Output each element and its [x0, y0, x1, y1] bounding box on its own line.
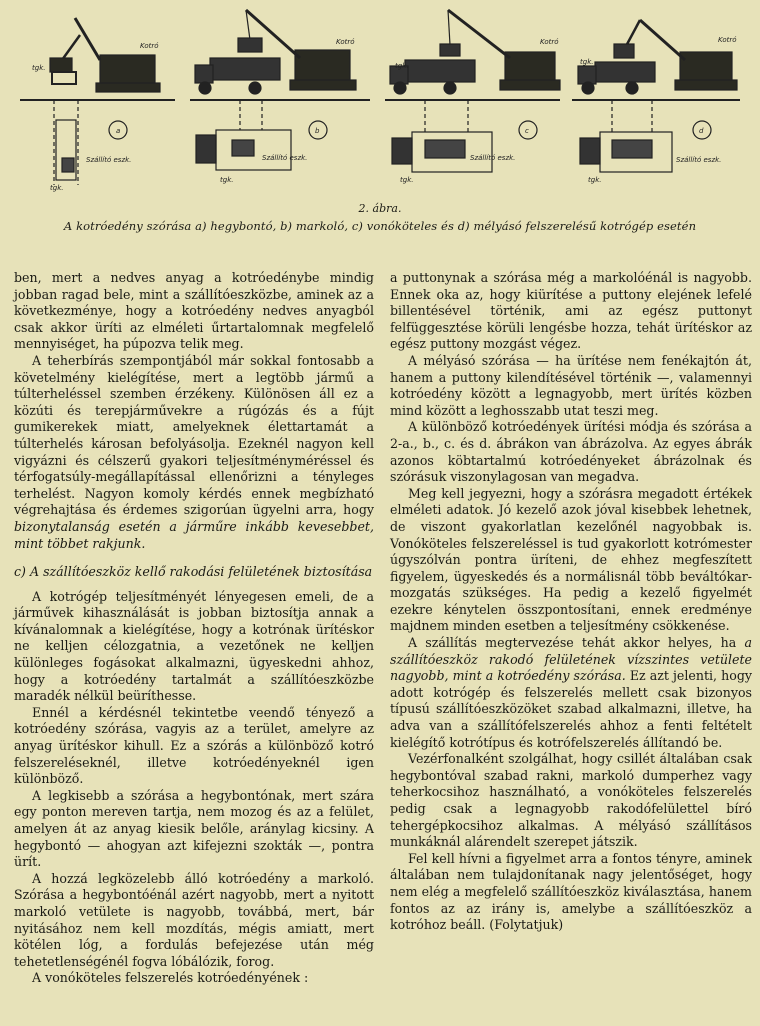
diagram-label-kotro-d: Kotró: [718, 36, 737, 44]
diagram-label-d: d: [699, 127, 704, 135]
left-paragraph-2: [14, 353, 374, 552]
right-paragraph-5-text-b: Ez azt jelenti, hogy adott kotrógép és felszerelés mellett csak bizonyos típusú szállítóeszközöket szabad alkalmazni, illetve, ha adva van a szállítófelszerelés ahhoz a fenti feltételt kielégítő kotrótípus és kotrófelszerelés állítandó be.: [390, 668, 753, 750]
left-column: [14, 270, 374, 987]
diagram-label-szallito-c: Szállító eszk.: [470, 154, 516, 162]
diagram-label-tgk-c: tgk.: [395, 62, 409, 70]
diagram-label-tgk-a: tgk.: [32, 64, 46, 72]
diagram-label-kotro-a: Kotró: [140, 42, 159, 50]
diagram-label-szallito-b: Szállító eszk.: [262, 154, 308, 162]
figure-caption: A kotróedény szórása a) hegybontó, b) markoló, c) vonóköteles és d) mélyásó felszerelésű kotrógép esetén: [63, 219, 697, 233]
right-paragraph-5: [390, 635, 752, 751]
right-paragraph-6: Vezérfonalként szolgálhat, hogy csillét általában csak hegybontóval szabad rakni, markoló dumperhez vagy teherkocsihoz használható, a vonóköteles felszerelés pedig csak a legnagyobb rakodófelülettel bíró tehergépkocsihoz alkalmas. A mélyásó szállításos munkáknál alárendelt szerepet játszik.: [390, 751, 752, 850]
diagram-label-kotro-b: Kotró: [336, 38, 355, 46]
diagram-label-tgk-b: tgk.: [220, 176, 234, 184]
diagram-label-szallito-a: Szállító eszk.: [86, 156, 132, 164]
diagram-label-tgk-a2: tgk.: [50, 184, 64, 192]
diagram-label-szallito-d: Szállító eszk.: [676, 156, 722, 164]
figure-area: [0, 0, 760, 240]
right-paragraph-3: A különböző kotróedények ürítési módja és szórása a 2-a., b., c. és d. ábrákon van ábrázolva. Az egyes ábrák azonos köbtartalmú kotróedényeket ábrázolnak és szórásuk viszonylagosan van megadva.: [390, 419, 752, 485]
left-paragraph-7: A vonóköteles felszerelés kotróedényének :: [32, 970, 309, 986]
figure-number: 2. ábra.: [358, 202, 402, 215]
right-paragraph-5-text-a: A szállítás megtervezése tehát akkor helyes, ha: [408, 635, 737, 651]
left-paragraph-1: ben, mert a nedves anyag a kotróedénybe mindig jobban ragad bele, mint a szállítóeszközbe, aminek az a következménye, hogy a kotróedény nedves anyagból csak akkor üríti az elméleti űrtartalomnak megfelelő mennyiséget, ha púpozva telik meg.: [14, 270, 374, 352]
section-heading: c) A szállítóeszköz kellő rakodási felületének biztosítása: [14, 564, 373, 580]
diagram-label-a: a: [116, 127, 121, 135]
diagram-label-tgk-d: tgk.: [580, 58, 594, 66]
diagram-label-kotro-c: Kotró: [540, 38, 559, 46]
diagram-b-clamshell: [195, 10, 356, 170]
diagram-label-tgk-d2: tgk.: [588, 176, 602, 184]
right-paragraph-4: Meg kell jegyezni, hogy a szórásra megadott értékek elméleti adatok. Jó kezelő azok jóval kisebbek lehetnek, de viszont gyakorlatlan kezelőnél nagyobbak is. Vonóköteles felszereléssel is tud gyakorlott kotrómester úgyszólván pontra üríteni, de ehhez megfeszített figyelem, ügyeskedés és a normálisnál több beváltókar-mozgatás szükséges. Ha pedig a kezelő figyelmét ezekre kénytelen összpontosítani, ennek eredménye majdnem minden esetben a teljesítmény csökkenése.: [390, 485, 752, 634]
left-paragraph-4: Ennél a kérdésnél tekintetbe veendő tényező a kotróedény szórása, vagyis az a terület, amelyre az anyag ürítéskor kihull. Ez a szórás a különböző kotró felszereléseknél, illetve kotróedényeknél igen különböző.: [14, 704, 374, 787]
right-paragraph-1: a puttonynak a szórása még a markolóénál is nagyobb. Ennek oka az, hogy kiürítése a puttony elejének lefelé billentésével történik, ami az egész puttonyt felfüggesztése körüli lengésbe hozza, tehát ürítéskor az egész puttony mozgást végez.: [390, 270, 752, 352]
diagram-c-dragline: [390, 10, 560, 172]
diagram-label-tgk-c2: tgk.: [400, 176, 414, 184]
diagram-label-c: c: [525, 127, 529, 135]
right-paragraph-7: Fel kell hívni a figyelmet arra a fontos tényre, aminek általában nem tulajdonítanak nagy jelentőséget, hogy nem elég a megfelelő szállítóeszköz kiválasztása, hanem fontos az az irány is, amelybe a szállítóeszköz a kotróhoz beáll. (Folytatjuk): [390, 850, 752, 933]
diagram-d-backhoe: [578, 20, 737, 172]
left-paragraph-5: A legkisebb a szórása a hegybontónak, mert szára egy ponton mereven tartja, nem mozog és az a felület, amelyen át az anyag kiesik belőle, aránylag kicsiny. A hegybontó — ahogyan azt kifejezni szokták —, pontra ürít.: [14, 787, 374, 870]
left-paragraph-2-emphasis: bizonytalanság esetén a járműre inkább kevesebbet, mint többet rakjunk.: [14, 518, 374, 551]
left-paragraph-2-text: A teherbírás szempontjából már sokkal fontosabb a követelmény kielégítése, mert a legtöbb jármű a túlterheléssel szemben érzékeny. Különösen áll ez a közúti és terepjárművekre a rúgózás és a fújt gumikerekek miatt, amelyeknek élettartamát a túlterhelés károsan befolyásolja. Ezeknél nagyon kell vigyázni és célszerű gyakori teljesítményméréssel és térfogatsúly-megállapítással ellenőrizni a tényleges terhelést. Nagyon komoly kérdés ennek megbízható végrehajtása és érdemes szigorúan ügyelni arra, hogy: [14, 352, 374, 518]
left-paragraph-6: A hozzá legközelebb álló kotróedény a markoló. Szórása a hegybontóénál azért nagyobb, mert a nyitott markoló vetülete is nagyobb, továbbá, mert, bár nyitásához nem kell mozdítás, mégis amiatt, mert kötélen lóg, a fordulás befejezése után még tehetetlenségénél fogva lóbálózik, forog.: [14, 870, 374, 969]
excavator-diagram: [0, 0, 760, 200]
right-paragraph-2: A mélyásó szórása — ha ürítése nem fenékajtón át, hanem a puttony kilendítésével történik —, valamennyi kotróedény között a legnagyobb, mert ürítés közben mind között a leghosszabb utat teszi meg.: [390, 352, 752, 418]
diagram-label-b: b: [315, 127, 320, 135]
right-paragraph-5-emphasis: a szállítóeszköz rakodó felületének vízszintes vetülete nagyobb, mint a kotróedény szórása.: [390, 635, 752, 684]
left-paragraph-3: A kotrógép teljesítményét lényegesen emeli, de a járművek kihasználását is jobban biztosítja annak a kívánalomnak a kielégítése, hogy a kotrónak ürítéskor ne kelljen célozgatnia, a vezetőnek ne kelljen különleges fogásokat alkalmazni, ügyeskedni ahhoz, hogy a kotróedény tartalmát a szállítóeszközbe maradék nélkül beüríthesse.: [14, 588, 374, 704]
right-column: [390, 270, 752, 934]
